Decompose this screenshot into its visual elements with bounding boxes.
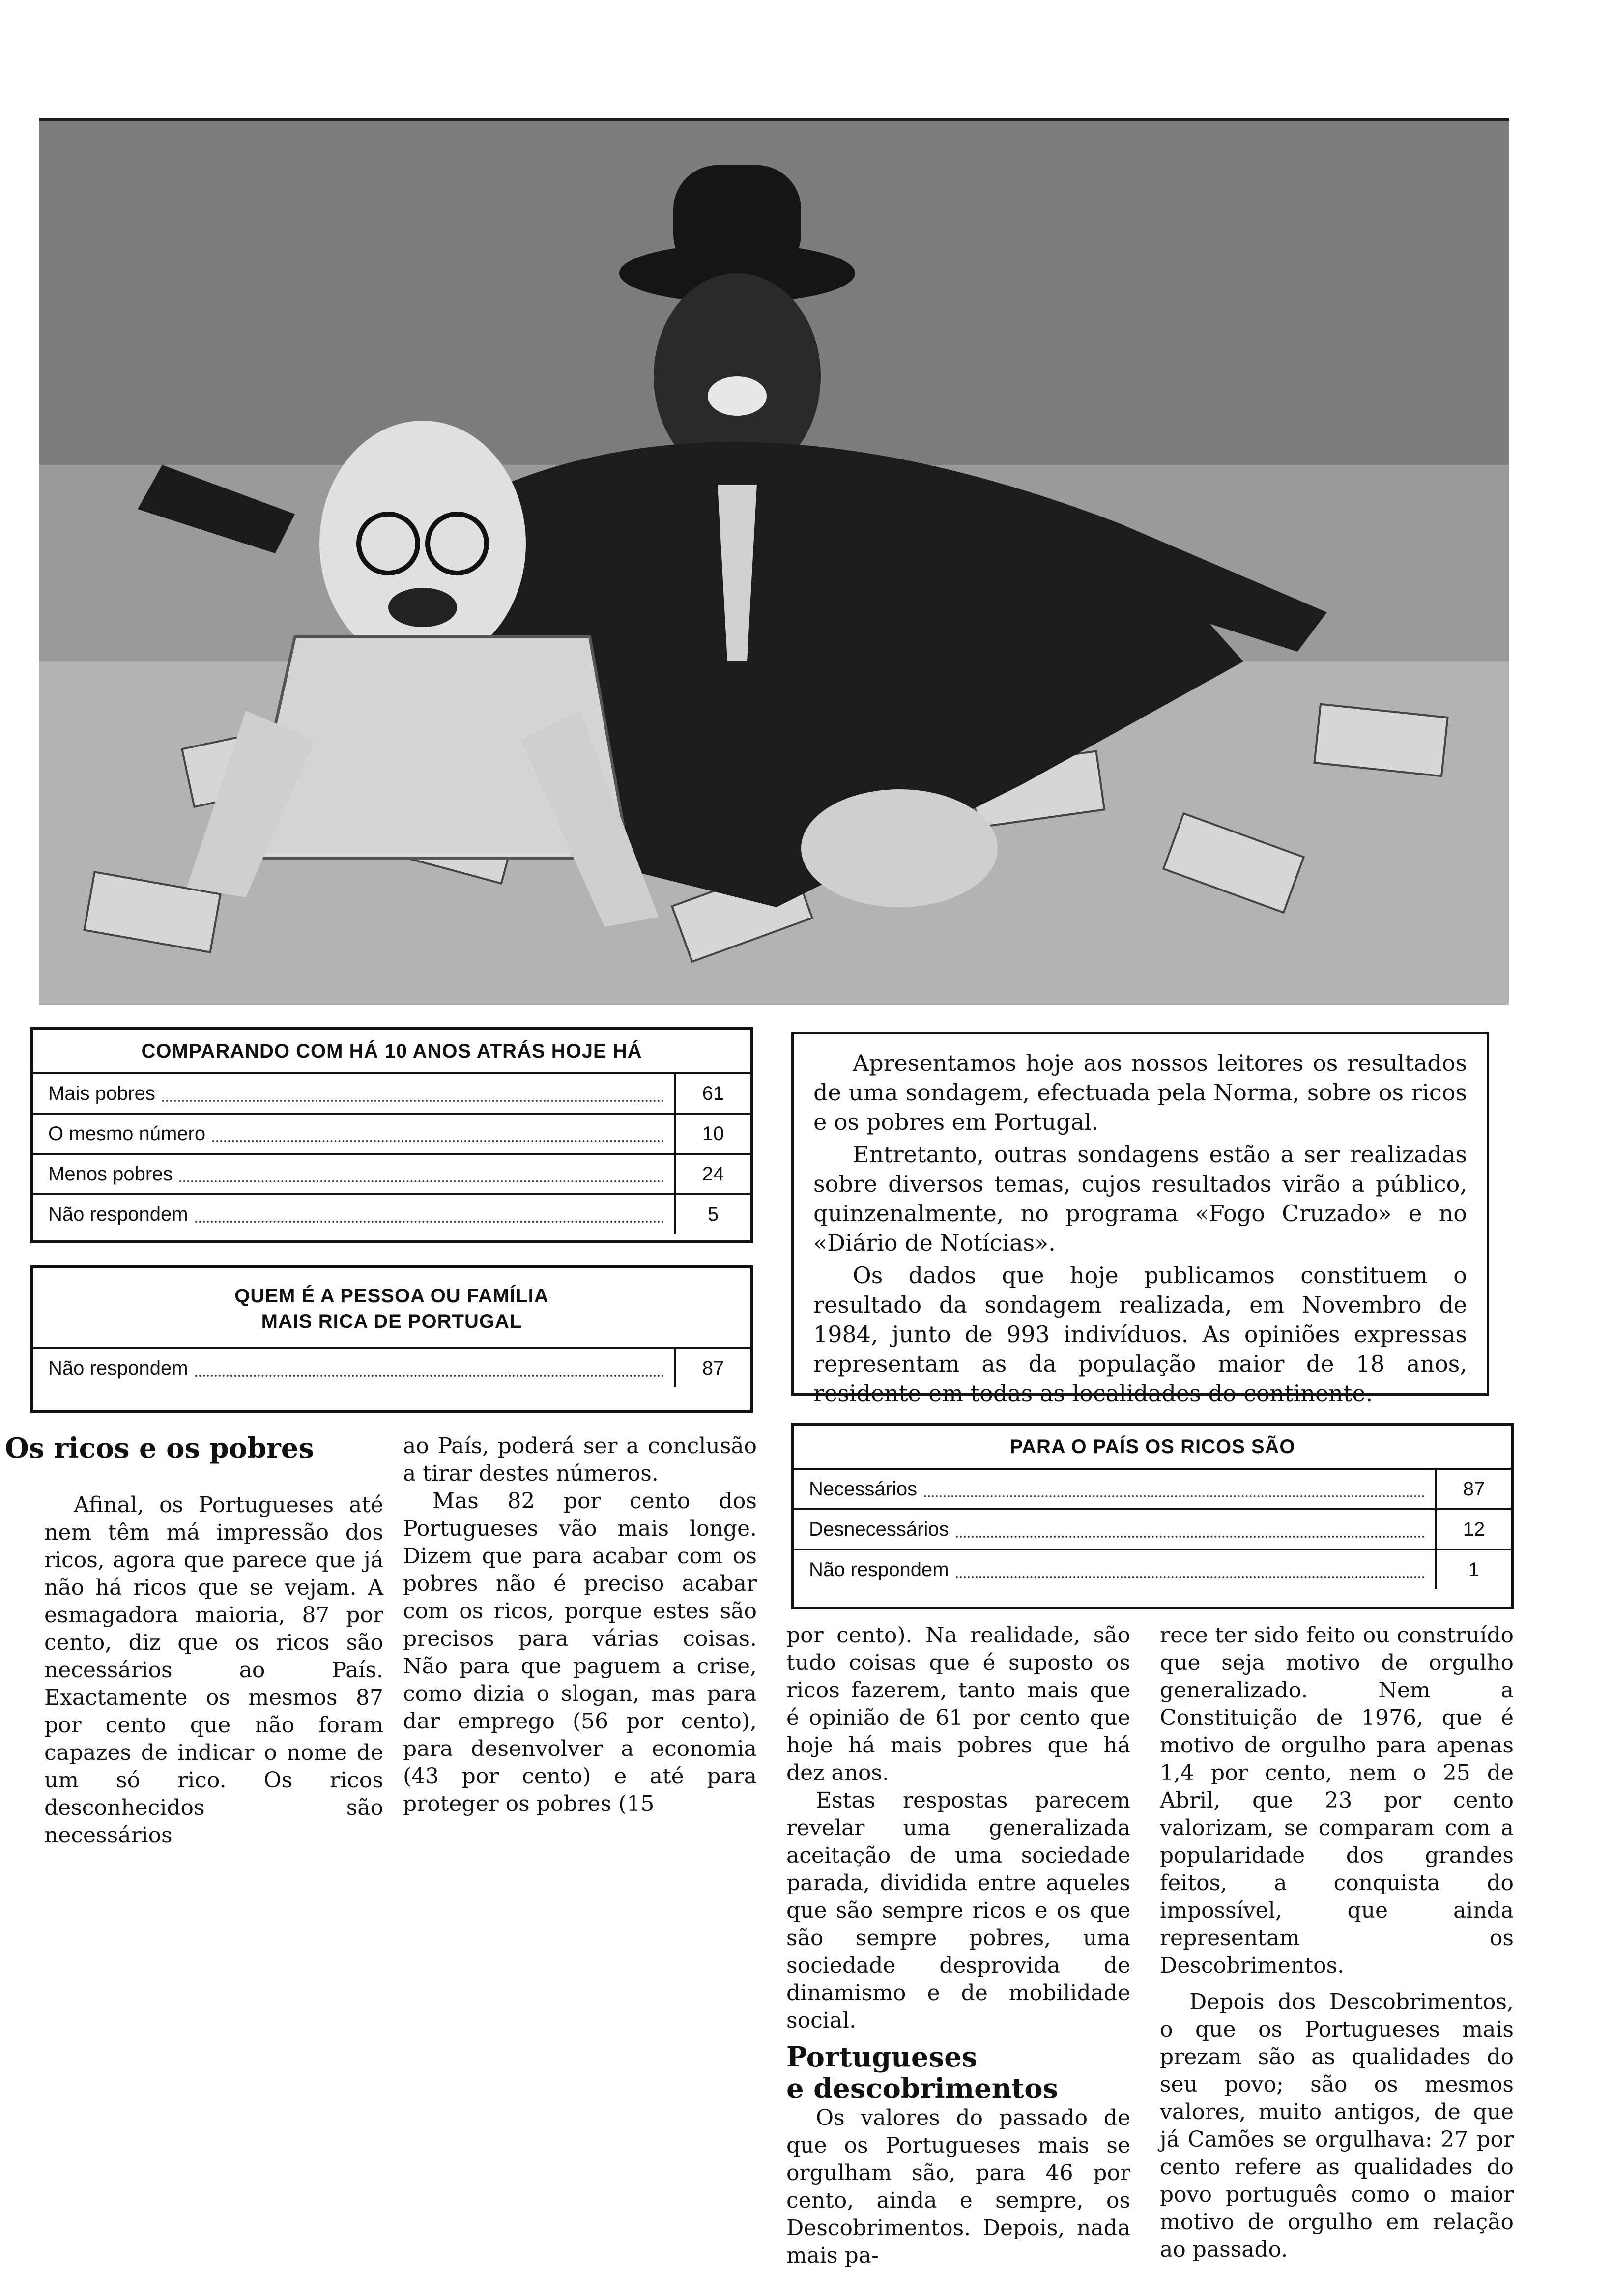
intro-paragraph: Os dados que hoje publicamos constituem o resultado da sondagem realizada, em Novembro de 1984, junto de 993 indivíduos. As opiniões expressas representam as da população maior de 18 anos, residente em todas as localidades do continente. — [813, 1262, 1467, 1406]
table-row — [33, 1193, 750, 1234]
article-column-3 — [786, 1622, 1130, 2269]
table-title-line1: QUEM É A PESSOA OU FAMÍLIA — [234, 1285, 549, 1307]
article-paragraph: Depois dos Descobrimentos, o que os Portugueses mais prezam são as qualidades do seu povo; são os mesmos valores, muito antigos, de que já Camões se orgulhava: 27 por cento refere as qualidades do povo português como o maior motivo de orgulho em relação ao passado. — [1160, 1989, 1514, 2262]
row-value: 10 — [674, 1115, 750, 1153]
table-row — [33, 1153, 750, 1193]
table-title: COMPARANDO COM HÁ 10 ANOS ATRÁS HOJE HÁ — [141, 1040, 642, 1062]
row-label: Desnecessários — [809, 1518, 949, 1540]
row-label: Necessários — [809, 1478, 918, 1500]
row-value: 61 — [674, 1074, 750, 1113]
table-rich-for-country — [791, 1423, 1514, 1609]
subheading-line2: e descobrimentos — [786, 2072, 1059, 2105]
intro-box — [791, 1032, 1489, 1406]
table-compare-ten-years — [30, 1027, 753, 1243]
row-label: Não respondem — [48, 1357, 188, 1379]
table-title: PARA O PAÍS OS RICOS SÃO — [1009, 1436, 1295, 1458]
row-label: Não respondem — [809, 1558, 949, 1580]
article-paragraph: Mas 82 por cento dos Portugueses vão mais longe. Dizem que para acabar com os pobres não é preciso acabar com os ricos, porque estes são precisos para várias coisas. Não para que paguem a crise, como dizia o slogan, mas para dar emprego (56 por cento), para desenvolver a economia (43 por cento) e até para proteger os pobres (15 — [403, 1489, 757, 1816]
table-richest-person — [30, 1265, 753, 1413]
article-column-4 — [1160, 1622, 1514, 2264]
article-paragraph: ao País, poderá ser a conclusão a tirar destes números. — [403, 1434, 757, 1486]
newspaper-photo — [39, 118, 1509, 1005]
table-row — [794, 1549, 1511, 1589]
article-paragraph: Afinal, os Portugueses até nem têm má impressão dos ricos, agora que parece que já não há ricos que se vejam. A esmagadora maioria, 87 por cento, diz que os ricos são necessários ao País. Exactamente os mesmos 87 por cento que não foram capazes de indicar o nome de um só rico. Os ricos desconhecidos são necessários — [44, 1492, 383, 1848]
row-value: 87 — [1435, 1470, 1511, 1508]
article-title — [5, 1433, 388, 1464]
table-title-line2: MAIS RICA DE PORTUGAL — [261, 1311, 522, 1332]
table-row — [794, 1468, 1511, 1508]
subheading-line1: Portugueses — [786, 2041, 978, 2073]
row-label: Não respondem — [48, 1203, 188, 1225]
row-label: O mesmo número — [48, 1122, 206, 1145]
table-row — [33, 1072, 750, 1113]
table-row — [33, 1347, 750, 1387]
row-value: 12 — [1435, 1510, 1511, 1549]
article-paragraph: rece ter sido feito ou construído que seja motivo de orgulho generalizado. Nem a Constituição de 1976, que é motivo de orgulho para apenas 1,4 por cento, nem o 25 de Abril, que 23 por cento valorizam, se comparam com a popularidade dos grandes feitos, a conquista do impossível, que ainda representam os Descobrimentos. — [1160, 1623, 1514, 1978]
subheading — [786, 2041, 1130, 2104]
article-paragraph: Os valores do passado de que os Portugueses mais se orgulham são, para 46 por cento, ainda e sempre, os Descobrimentos. Depois, nada mais pa- — [786, 2105, 1130, 2268]
photo-illustration — [39, 121, 1509, 1005]
row-value: 87 — [674, 1349, 750, 1387]
intro-paragraph: Apresentamos hoje aos nossos leitores os resultados de uma sondagem, efectuada pela Norma, sobre os ricos e os pobres em Portugal. — [813, 1050, 1467, 1135]
table-title — [33, 1268, 750, 1347]
article-heading: Os ricos e os pobres — [5, 1432, 314, 1464]
table-row — [794, 1508, 1511, 1549]
article-column-1 — [44, 1492, 383, 1849]
row-value: 24 — [674, 1155, 750, 1193]
article-column-2 — [403, 1433, 757, 1818]
article-paragraph: Estas respostas parecem revelar uma generalizada aceitação de uma sociedade parada, dividida entre aqueles que são sempre ricos e os que são sempre pobres, uma sociedade desprovida de dinamismo e de mobilidade social. — [786, 1788, 1130, 2033]
intro-paragraph: Entretanto, outras sondagens estão a ser realizadas sobre diversos temas, cujos resultados virão a público, quinzenalmente, no programa «Fogo Cruzado» e no «Diário de Notícias». — [813, 1141, 1467, 1256]
row-label: Mais pobres — [48, 1082, 155, 1104]
row-value: 5 — [674, 1195, 750, 1234]
article-paragraph: por cento). Na realidade, são tudo coisas que é suposto os ricos fazerem, tanto mais que é opinião de 61 por cento que hoje há mais pobres que há dez anos. — [786, 1623, 1130, 1785]
table-row — [33, 1113, 750, 1153]
row-label: Menos pobres — [48, 1163, 173, 1185]
row-value: 1 — [1435, 1550, 1511, 1589]
